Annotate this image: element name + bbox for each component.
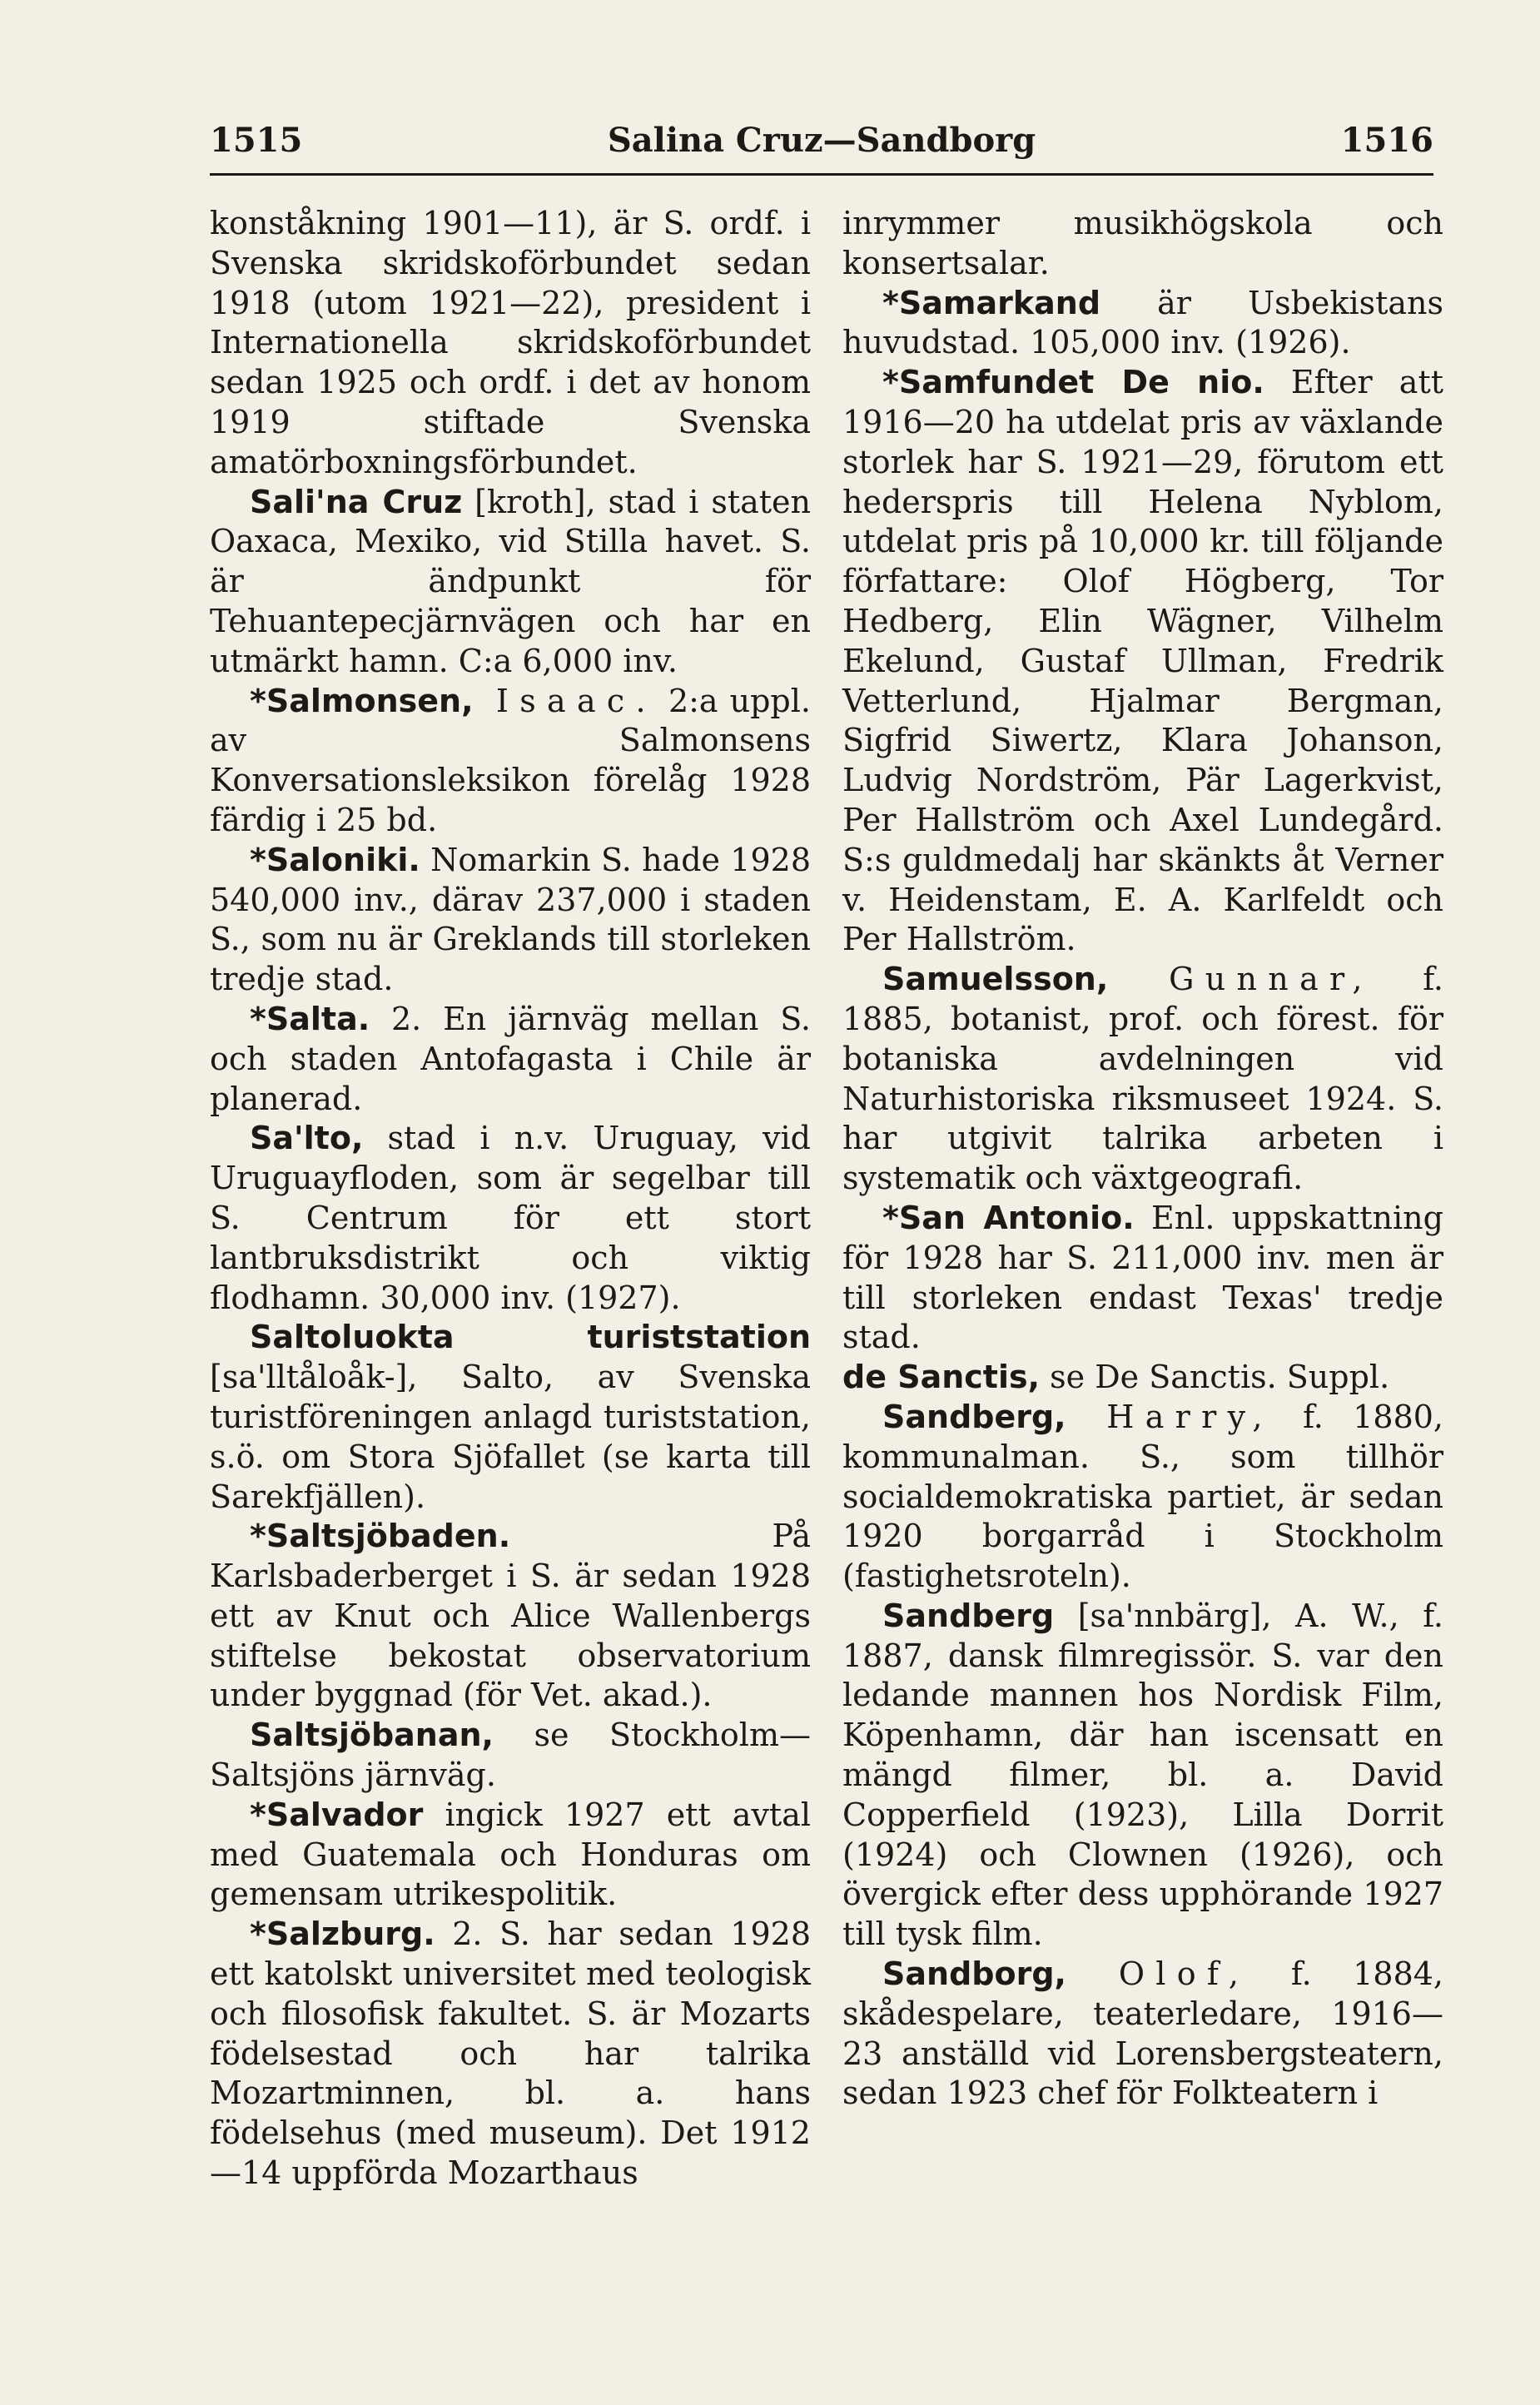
entry-given-name: Isaac. <box>473 682 657 719</box>
dictionary-entry <box>842 1199 1443 1358</box>
entry-headword: *Salta. <box>250 1000 370 1037</box>
dictionary-entry <box>842 1358 1443 1398</box>
dictionary-entry <box>842 1398 1443 1597</box>
entry-text: [kroth], stad i staten Oaxaca, Mexiko, vid Stilla havet. S. är ändpunkt för Tehuantepecjärnvägen och har en utmärkt hamn. C:a 6,000 inv. <box>210 483 811 679</box>
entry-headword: de Sanctis, <box>842 1359 1041 1396</box>
dictionary-entry <box>210 1000 811 1119</box>
entry-text: f. 1880, kommunalman. S., som tillhör socialdemokratiska partiet, är sedan 1920 borgarråd i Stockholm (fastighetsroteln). <box>842 1398 1444 1595</box>
entry-headword: Saltsjöbanan, <box>250 1717 494 1754</box>
dictionary-entry <box>210 1716 811 1796</box>
entry-headword: Sandborg, <box>882 1955 1066 1993</box>
entry-text: 2. S. har sedan 1928 ett katolskt universitet med teologisk och filosofisk fakultet. S. är Mozarts födelsestad och har talrika Mozartminnen, bl. a. hans födelsehus (med museum). Det 1912—14 uppförda Mozarthaus <box>210 1916 811 2192</box>
entry-headword: *Samarkand <box>882 284 1101 321</box>
dictionary-entry <box>210 682 811 841</box>
entry-text: konståkning 1901—11), är S. ordf. i Svenska skridskoförbundet sedan 1918 (utom 1921—22), president i Internationella skridskoförbundet sedan 1925 och ordf. i det av honom 1919 stiftade Svenska amatörboxningsförbundet. <box>210 205 811 480</box>
entry-text: f. 1884, skådespelare, teaterledare, 1916—23 anställd vid Lorensbergsteatern, sedan 1923 chef för Folkteatern i <box>842 1955 1443 2112</box>
entry-text: Nomarkin S. hade 1928 540,000 inv., därav 237,000 i staden S., som nu är Greklands till storleken tredje stad. <box>210 841 811 998</box>
entry-given-name: Gunnar, <box>1108 961 1374 998</box>
entry-text: 2. En järnväg mellan S. och staden Antofagasta i Chile är planerad. <box>210 1000 811 1117</box>
entry-headword: *Saltsjöbaden. <box>250 1518 511 1555</box>
entry-text: stad i n.v. Uruguay, vid Uruguayfloden, som är segelbar till S. Centrum för ett stort lantbruksdistrikt och viktig flodhamn. 30,000 inv. (1927). <box>210 1120 811 1316</box>
entry-text: Enl. uppskattning för 1928 har S. 211,000 inv. men är till storleken endast Texas' tredje stad. <box>842 1199 1443 1356</box>
dictionary-entry <box>842 204 1443 284</box>
running-head: Salina Cruz—Sandborg <box>607 120 1036 160</box>
entry-headword: Sali'na Cruz <box>250 483 463 520</box>
entry-text: är Usbekistans huvudstad. 105,000 inv. (1926). <box>842 284 1443 361</box>
entry-headword: *Saloniki. <box>250 841 420 878</box>
entry-headword: *Salvador <box>250 1796 424 1833</box>
entry-text: Efter att 1916—20 ha utdelat pris av växlande storlek har S. 1921—29, förutom ett hederspris till Helena Nyblom, utdelat pris på 10,000 kr. till följande författare: Olof Högberg, Tor Hedberg, Elin Wägner, Vilhelm Ekelund, Gustaf Ullman, Fredrik Vetterlund, Hjalmar Bergman, Sigfrid Siwertz, Klara Johanson, Ludvig Nordström, Pär Lagerkvist, Per Hallström och Axel Lundegård. S:s guldmedalj har skänkts åt Verner v. Heidenstam, E. A. Karlfeldt och Per Hallström. <box>842 364 1443 958</box>
dictionary-entry <box>210 1517 811 1716</box>
dictionary-entry <box>210 841 811 1000</box>
left-page-number: 1515 <box>210 120 303 160</box>
entry-text: f. 1885, botanist, prof. och förest. för botaniska avdelningen vid Naturhistoriska riksmuseet 1924. S. har utgivit talrika arbeten i systematik och växtgeografi. <box>842 961 1443 1197</box>
dictionary-entry <box>842 1597 1443 1955</box>
entry-text: se De Sanctis. Suppl. <box>1040 1359 1390 1396</box>
dictionary-entry <box>842 1955 1443 2114</box>
entry-text: [sa'lltåloåk-], Salto, av Svenska turistföreningen anlagd turiststation, s.ö. om Stora Sjöfallet (se karta till Sarekfjällen). <box>210 1359 811 1515</box>
entry-given-name: Olof, <box>1066 1955 1250 1993</box>
dictionary-entry <box>210 483 811 682</box>
entry-text: se Stockholm—Saltsjöns järnväg. <box>210 1717 811 1794</box>
right-column <box>842 204 1443 2114</box>
entry-headword: *Salzburg. <box>250 1916 435 1953</box>
entry-headword: Sandberg, <box>882 1398 1066 1435</box>
dictionary-entry <box>842 284 1443 364</box>
entry-text: [sa'nnbärg], A. W., f. 1887, dansk filmregissör. S. var den ledande mannen hos Nordisk Film, Köpenhamn, där han iscensatt en mängd filmer, bl. a. David Copperfield (1923), Lilla Dorrit (1924) och Clownen (1926), och övergick efter dess upphörande 1927 till tysk film. <box>842 1597 1443 1953</box>
entry-text: inrymmer musikhögskola och konsertsalar. <box>842 205 1443 281</box>
dictionary-entry <box>210 1796 811 1915</box>
header-rule <box>210 173 1433 176</box>
entry-headword: Saltoluokta turiststation <box>250 1319 811 1356</box>
page-header <box>210 115 1433 165</box>
dictionary-entry <box>210 204 811 483</box>
entry-headword: *Salmonsen, <box>250 682 474 719</box>
right-page-number: 1516 <box>1340 120 1433 160</box>
dictionary-entry <box>210 1915 811 2194</box>
entry-text: På Karlsbaderberget i S. är sedan 1928 ett av Knut och Alice Wallenbergs stiftelse bekostat observatorium under byggnad (för Vet. akad.). <box>210 1518 811 1714</box>
left-column <box>210 204 811 2194</box>
dictionary-entry <box>842 960 1443 1199</box>
entry-headword: *San Antonio. <box>882 1199 1135 1236</box>
entry-headword: Sa'lto, <box>250 1120 364 1157</box>
dictionary-entry <box>210 1318 811 1517</box>
entry-given-name: Harry, <box>1066 1398 1274 1435</box>
entry-headword: Sandberg <box>882 1597 1055 1634</box>
entry-text: ingick 1927 ett avtal med Guatemala och Honduras om gemensam utrikespolitik. <box>210 1796 811 1913</box>
entry-headword: *Samfundet De nio. <box>882 364 1264 401</box>
entry-text: 2:a uppl. av Salmonsens Konversationsleksikon förelåg 1928 färdig i 25 bd. <box>210 682 811 838</box>
dictionary-entry <box>210 1119 811 1318</box>
entry-headword: Samuelsson, <box>882 961 1109 998</box>
dictionary-entry <box>842 363 1443 960</box>
